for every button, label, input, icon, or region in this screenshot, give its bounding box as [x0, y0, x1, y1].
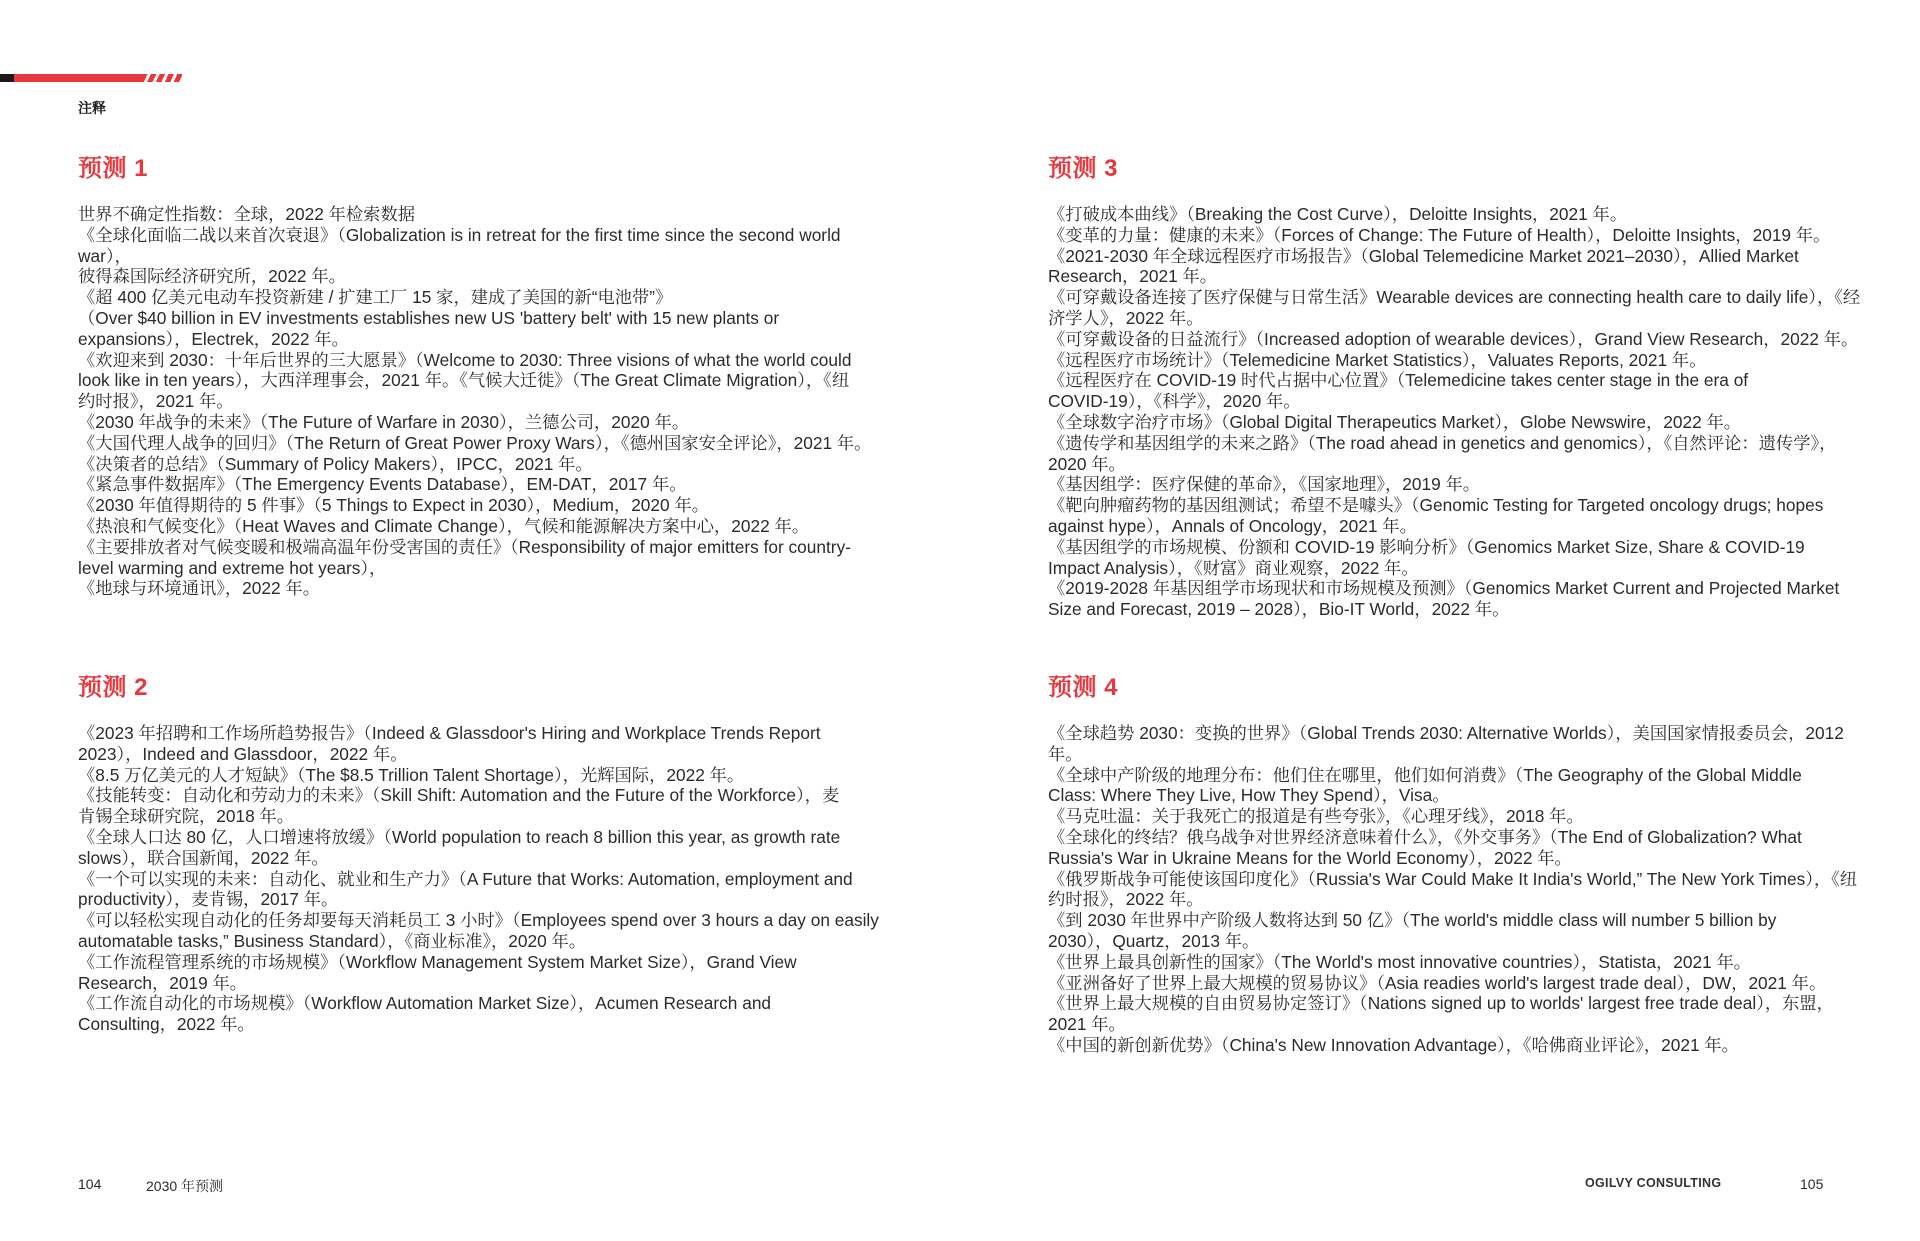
note-line: 《决策者的总结》（Summary of Policy Makers），IPCC，2021 年。 [78, 453, 593, 474]
note-line: 约时报》，2022 年。 [1048, 889, 1204, 910]
note-line: 《2021-2030 年全球远程医疗市场报告》（Global Telemedicine Market 2021–2030），Allied Market [1048, 245, 1799, 266]
note-line: 《远程医疗市场统计》（Telemedicine Market Statistics），Valuates Reports, 2021 年。 [1048, 349, 1707, 370]
right-page-number: 105 [1800, 1176, 1824, 1192]
left-footer-title: 2030 年预测 [146, 1178, 224, 1194]
note-line: 《世界上最大规模的自由贸易协定签订》（Nations signed up to worlds' largest free trade deal），东盟， [1048, 993, 1834, 1014]
note-line: 2021 年。 [1048, 1014, 1126, 1035]
note-line: 《8.5 万亿美元的人才短缺》（The $8.5 Trillion Talent Shortage），光辉国际，2022 年。 [78, 764, 745, 785]
note-line: productivity），麦肯锡，2017 年。 [78, 889, 339, 910]
left-page-number: 104 [78, 1176, 102, 1192]
prediction-4-section [1048, 673, 1878, 1056]
note-line: 《热浪和气候变化》（Heat Waves and Climate Change），气候和能源解决方案中心，2022 年。 [78, 515, 810, 536]
prediction-3-notes [1048, 204, 1878, 620]
note-line: 约时报》，2021 年。 [78, 391, 234, 412]
note-line: 济学人》，2022 年。 [1048, 307, 1204, 328]
prediction-4-notes [1048, 723, 1878, 1056]
note-line: look like in ten years），大西洋理事会，2021 年。《气候大迁徙》（The Great Climate Migration），《纽 [78, 370, 850, 391]
note-line: 肯锡全球研究院，2018 年。 [78, 806, 295, 827]
prediction-1-notes [78, 204, 908, 599]
section-label: 注释 [78, 100, 106, 116]
note-line: 《超 400 亿美元电动车投资新建 / 扩建工厂 15 家，建成了美国的新“电池带”》 [78, 287, 673, 308]
note-line: 《变革的力量：健康的未来》（Forces of Change: The Future of Health），Deloitte Insights，2019 年。 [1048, 224, 1831, 245]
note-line: 《2030 年战争的未来》（The Future of Warfare in 2030），兰德公司，2020 年。 [78, 411, 690, 432]
prediction-2-section [78, 673, 908, 1035]
note-line: 《基因组学：医疗保健的革命》，《国家地理》，2019 年。 [1048, 474, 1481, 495]
note-line: 《可以轻松实现自动化的任务却要每天消耗员工 3 小时》（Employees spend over 3 hours a day on easily [78, 910, 879, 931]
note-line: war）， [78, 245, 132, 266]
prediction-2-notes [78, 723, 908, 1035]
note-line: Class: Where They Live, How They Spend），Visa。 [1048, 785, 1450, 806]
note-line: automatable tasks,” Business Standard），《商业标准》，2020 年。 [78, 930, 587, 951]
note-line: （Over $40 billion in EV investments establishes new US 'battery belt' with 15 new plants or [78, 307, 780, 328]
prediction-1-section [78, 154, 908, 599]
note-line: 《中国的新创新优势》（China's New Innovation Advantage），《哈佛商业评论》，2021 年。 [1048, 1034, 1739, 1055]
prediction-3-title: 预测 3 [1048, 155, 1119, 182]
note-line: 《亚洲备好了世界上最大规模的贸易协议》（Asia readies world's largest trade deal），DW，2021 年。 [1048, 972, 1827, 993]
accent-bar [0, 74, 182, 82]
note-line: 《世界上最具创新性的国家》（The World's most innovative countries），Statista，2021 年。 [1048, 951, 1752, 972]
note-line: slows），联合国新闻，2022 年。 [78, 847, 329, 868]
note-line: expansions），Electrek，2022 年。 [78, 328, 349, 349]
note-line: 《紧急事件数据库》（The Emergency Events Database），EM-DAT，2017 年。 [78, 474, 687, 495]
note-line: 《2023 年招聘和工作场所趋势报告》（Indeed & Glassdoor's Hiring and Workplace Trends Report [78, 723, 821, 743]
note-line: 《可穿戴设备连接了医疗保健与日常生活》Wearable devices are connecting health care to daily life），《经 [1048, 287, 1861, 308]
note-line: Impact Analysis），《财富》商业观察，2022 年。 [1048, 557, 1419, 578]
note-line: 《靶向肿瘤药物的基因组测试；希望不是噱头》（Genomic Testing for Targeted oncology drugs; hopes [1048, 495, 1824, 516]
note-line: 《2019-2028 年基因组学市场现状和市场规模及预测》（Genomics Market Current and Projected Market [1048, 578, 1840, 599]
note-line: COVID-19），《科学》，2020 年。 [1048, 391, 1301, 412]
note-line: 《俄罗斯战争可能使该国印度化》（Russia's War Could Make It India's World,” The New York Times），《纽 [1048, 868, 1858, 889]
note-line: Size and Forecast, 2019 – 2028），Bio-IT World，2022 年。 [1048, 599, 1510, 620]
note-line: 《大国代理人战争的回归》（The Return of Great Power Proxy Wars），《德州国家安全评论》，2021 年。 [78, 432, 872, 453]
note-line: Research，2021 年。 [1048, 266, 1218, 287]
note-line: against hype），Annals of Oncology，2021 年。 [1048, 515, 1417, 536]
note-line: 《工作流程管理系统的市场规模》（Workflow Management System Market Size），Grand View [78, 951, 797, 972]
note-line: 《全球数字治疗市场》（Global Digital Therapeutics Market），Globe Newswire，2022 年。 [1048, 411, 1742, 432]
accent-bar-dark [0, 74, 14, 82]
note-line: 《技能转变：自动化和劳动力的未来》（Skill Shift: Automation and the Future of the Workforce），麦 [78, 785, 840, 806]
accent-bar-stripes [142, 74, 182, 82]
note-line: 彼得森国际经济研究所，2022 年。 [78, 266, 346, 287]
note-line: Research，2019 年。 [78, 972, 248, 993]
note-line: 《全球人口达 80 亿，人口增速将放缓》（World population to reach 8 billion this year, as growth rate [78, 826, 841, 847]
note-line: level warming and extreme hot years）， [78, 557, 387, 578]
note-line: 《欢迎来到 2030：十年后世界的三大愿景》（Welcome to 2030: Three visions of what the world could [78, 349, 852, 370]
note-line: 2030），Quartz，2013 年。 [1048, 930, 1260, 951]
note-line: 2023），Indeed and Glassdoor，2022 年。 [78, 743, 408, 764]
note-line: 《2030 年值得期待的 5 件事》（5 Things to Expect in 2030），Medium，2020 年。 [78, 495, 710, 516]
note-line: 《可穿戴设备的日益流行》（Increased adoption of wearable devices），Grand View Research，2022 年。 [1048, 328, 1859, 349]
right-footer-brand: OGILVY CONSULTING [1585, 1176, 1722, 1190]
note-line: 《遗传学和基因组学的未来之路》（The road ahead in genetics and genomics），《自然评论：遗传学》， [1048, 432, 1837, 453]
note-line: 《基因组学的市场规模、份额和 COVID-19 影响分析》（Genomics Market Size, Share & COVID-19 [1048, 536, 1805, 557]
note-line: 《一个可以实现的未来：自动化、就业和生产力》（A Future that Works: Automation, employment and [78, 868, 853, 889]
note-line: 世界不确定性指数：全球，2022 年检索数据 [78, 204, 416, 224]
note-line: 《马克吐温：关于我死亡的报道是有些夸张》，《心理牙线》，2018 年。 [1048, 806, 1584, 827]
prediction-3-section [1048, 154, 1878, 620]
note-line: 《工作流自动化的市场规模》（Workflow Automation Market Size），Acumen Research and [78, 993, 772, 1014]
note-line: 《全球化面临二战以来首次衰退》（Globalization is in retreat for the first time since the second world [78, 224, 841, 245]
note-line: 《打破成本曲线》（Breaking the Cost Curve），Deloitte Insights，2021 年。 [1048, 204, 1628, 224]
accent-bar-red [14, 74, 142, 82]
note-line: 《全球中产阶级的地理分布：他们住在哪里，他们如何消费》（The Geography of the Global Middle [1048, 764, 1802, 785]
note-line: 《全球化的终结？俄乌战争对世界经济意味着什么》，《外交事务》（The End of Globalization? What [1048, 826, 1802, 847]
note-line: 《到 2030 年世界中产阶级人数将达到 50 亿》（The world's middle class will number 5 billion by [1048, 910, 1777, 931]
prediction-1-title: 预测 1 [78, 155, 149, 182]
note-line: 《地球与环境通讯》，2022 年。 [78, 578, 320, 599]
prediction-2-title: 预测 2 [78, 674, 149, 701]
note-line: 《远程医疗在 COVID-19 时代占据中心位置》（Telemedicine takes center stage in the era of [1048, 370, 1749, 391]
note-line: Russia's War in Ukraine Means for the World Economy），2022 年。 [1048, 847, 1572, 868]
note-line: 《主要排放者对气候变暖和极端高温年份受害国的责任》（Responsibility of major emitters for country- [78, 536, 851, 557]
note-line: Consulting，2022 年。 [78, 1014, 255, 1035]
prediction-4-title: 预测 4 [1048, 674, 1119, 701]
note-line: 2020 年。 [1048, 453, 1126, 474]
note-line: 《全球趋势 2030：变换的世界》（Global Trends 2030: Alternative Worlds），美国国家情报委员会，2012 年。 [1048, 723, 1844, 764]
